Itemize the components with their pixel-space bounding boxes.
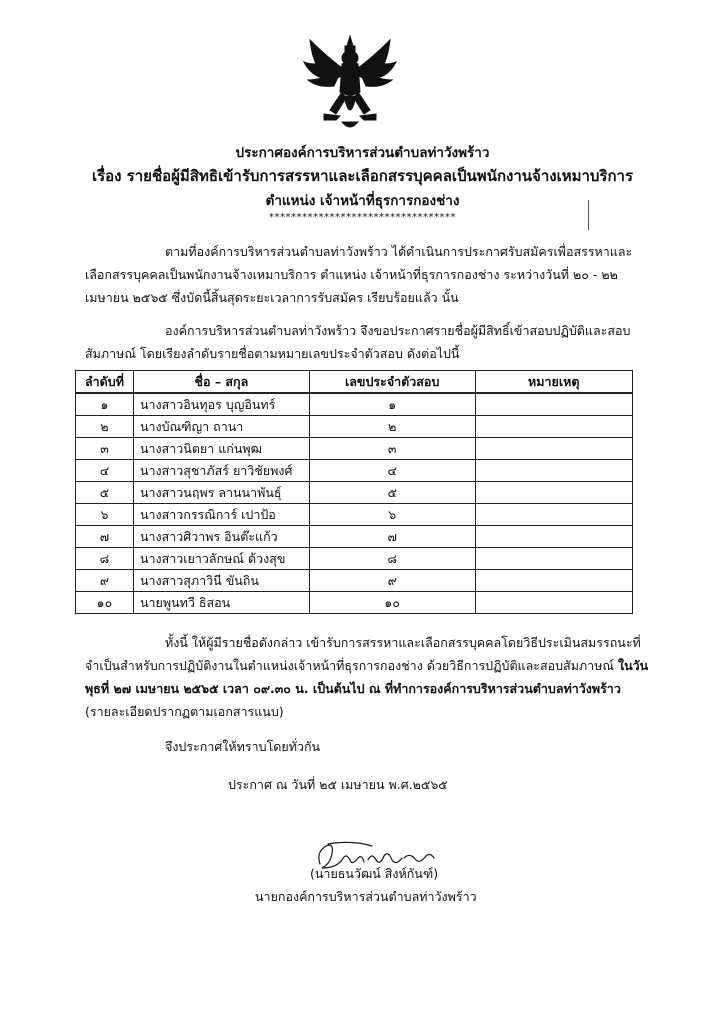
row-exam-number: ๙ xyxy=(309,570,475,592)
row-name: นางบัณฑิญา ถานา xyxy=(133,416,309,438)
row-exam-number: ๖ xyxy=(309,504,475,526)
header-remark: หมายเหตุ xyxy=(475,371,632,394)
paragraph-1-line-1: ตามที่องค์การบริหารส่วนตำบลท่าวังพร้าว ได้ดำเนินการประกาศรับสมัครเพื่อสรรหาและ xyxy=(165,244,633,259)
row-remark xyxy=(475,570,632,592)
table-row xyxy=(76,592,633,614)
row-name: นางสาวนฤพร ลานนาพันธุ์ xyxy=(133,482,309,504)
paragraph-1-line-3: เมษายน ๒๕๖๕ ซึ่งบัดนี้สิ้นสุดระยะเวลาการรับสมัคร เรียบร้อยแล้ว นั้น xyxy=(85,290,459,305)
row-order: ๑ xyxy=(76,393,134,416)
table-row xyxy=(76,438,633,460)
row-order: ๘ xyxy=(76,548,134,570)
row-remark xyxy=(475,592,632,614)
announcement-organization: ประกาศองค์การบริหารส่วนตำบลท่าวังพร้าว xyxy=(235,145,490,161)
table-row xyxy=(76,416,633,438)
row-remark xyxy=(475,393,632,416)
row-remark xyxy=(475,460,632,482)
paragraph-2-line-1: องค์การบริหารส่วนตำบลท่าวังพร้าว จึงขอประกาศรายชื่อผู้มีสิทธิ์เข้าสอบปฏิบัติและสอบ xyxy=(165,323,631,338)
row-remark xyxy=(475,526,632,548)
row-name: นายพูนทวี ธิสอน xyxy=(133,592,309,614)
signatory-name: (นายธนวัฒน์ สิงห์กันฑ์) xyxy=(310,866,439,881)
row-exam-number: ๒ xyxy=(309,416,475,438)
table-row xyxy=(76,504,633,526)
row-remark xyxy=(475,504,632,526)
row-exam-number: ๕ xyxy=(309,482,475,504)
row-name: นางสาวสุชาภัสร์ ยาวิชัยพงศ์ xyxy=(133,460,309,482)
signatory-title: นายกองค์การบริหารส่วนตำบลท่าวังพร้าว xyxy=(255,889,477,904)
separator-line: ********************************** xyxy=(269,212,456,223)
row-exam-number: ๓ xyxy=(309,438,475,460)
row-order: ๒ xyxy=(76,416,134,438)
table-row xyxy=(76,548,633,570)
table-row xyxy=(76,460,633,482)
paragraph-3-line-1: ทั้งนี้ ให้ผู้มีรายชื่อดังกล่าว เข้ารับการสรรหาและเลือกสรรบุคคลโดยวิธีประเมินสมรรถนะที่ xyxy=(165,635,641,650)
header-order: ลำดับที่ xyxy=(76,371,134,394)
table-header-row xyxy=(76,371,633,394)
row-name: นางสาวนิตยา แก่นพุฒ xyxy=(133,438,309,460)
row-name: นางสาวกรรณิการ์ เปาป้อ xyxy=(133,504,309,526)
row-exam-number: ๘ xyxy=(309,548,475,570)
row-order: ๑๐ xyxy=(76,592,134,614)
table-row xyxy=(76,393,633,416)
row-remark xyxy=(475,548,632,570)
candidate-table xyxy=(75,370,633,614)
table-row xyxy=(76,570,633,592)
row-name: นางสาวสุภาวินี ขันถิน xyxy=(133,570,309,592)
row-name: นางสาวศิวาพร อินต๊ะแก้ว xyxy=(133,526,309,548)
row-order: ๖ xyxy=(76,504,134,526)
paragraph-3-line-4: (รายละเอียดปรากฏตามเอกสารแนบ) xyxy=(85,704,284,719)
row-name: นางสาวอินทุอร บุญอินทร์ xyxy=(133,393,309,416)
row-name: นางสาวเยาวลักษณ์ ด้วงสุข xyxy=(133,548,309,570)
row-remark xyxy=(475,438,632,460)
header-name: ชื่อ – สกุล xyxy=(133,371,309,394)
row-order: ๗ xyxy=(76,526,134,548)
table-row xyxy=(76,526,633,548)
paragraph-1-line-2: เลือกสรรบุคคลเป็นพนักงานจ้างเหมาบริการ ตำแหน่ง เจ้าหน้าที่ธุรการกองช่าง ระหว่างวันที่ ๒๐ - ๒๒ xyxy=(85,267,618,282)
scan-mark xyxy=(588,200,589,230)
row-order: ๓ xyxy=(76,438,134,460)
paragraph-2-line-2: สัมภาษณ์ โดยเรียงลำดับรายชื่อตามหมายเลขประจำตัวสอบ ดังต่อไปนี้ xyxy=(85,346,460,361)
announcement-date: ประกาศ ณ วันที่ ๒๕ เมษายน พ.ศ.๒๕๖๕ xyxy=(228,777,448,792)
announcement-subject: เรื่อง รายชื่อผู้มีสิทธิเข้ารับการสรรหาและเลือกสรรบุคคลเป็นพนักงานจ้างเหมาบริการ xyxy=(91,167,634,185)
row-remark xyxy=(475,482,632,504)
paragraph-3-line-2-text: จำเป็นสำหรับการปฏิบัติงานในตำแหน่งเจ้าหน้าที่ธุรการกองช่าง ด้วยวิธีการปฏิบัติและสอบสัมภาษณ์ xyxy=(85,658,619,673)
paragraph-3-line-2-emphasis: ในวัน xyxy=(618,658,649,673)
row-exam-number: ๑๐ xyxy=(309,592,475,614)
row-exam-number: ๑ xyxy=(309,393,475,416)
row-exam-number: ๗ xyxy=(309,526,475,548)
row-order: ๕ xyxy=(76,482,134,504)
header-exam-number: เลขประจำตัวสอบ xyxy=(309,371,475,394)
row-remark xyxy=(475,416,632,438)
paragraph-3-line-2 xyxy=(85,654,648,677)
garuda-emblem-icon xyxy=(302,34,398,134)
row-exam-number: ๔ xyxy=(309,460,475,482)
table-row xyxy=(76,482,633,504)
announcement-position: ตำแหน่ง เจ้าหน้าที่ธุรการกองช่าง xyxy=(265,193,460,209)
row-order: ๙ xyxy=(76,570,134,592)
paragraph-3-line-3: พุธที่ ๒๗ เมษายน ๒๕๖๕ เวลา ๐๙.๓๐ น. เป็นต้นไป ณ ที่ทำการองค์การบริหารส่วนตำบลท่าวังพร้าว xyxy=(85,681,621,696)
row-order: ๔ xyxy=(76,460,134,482)
notice-line: จึงประกาศให้ทราบโดยทั่วกัน xyxy=(165,739,321,754)
